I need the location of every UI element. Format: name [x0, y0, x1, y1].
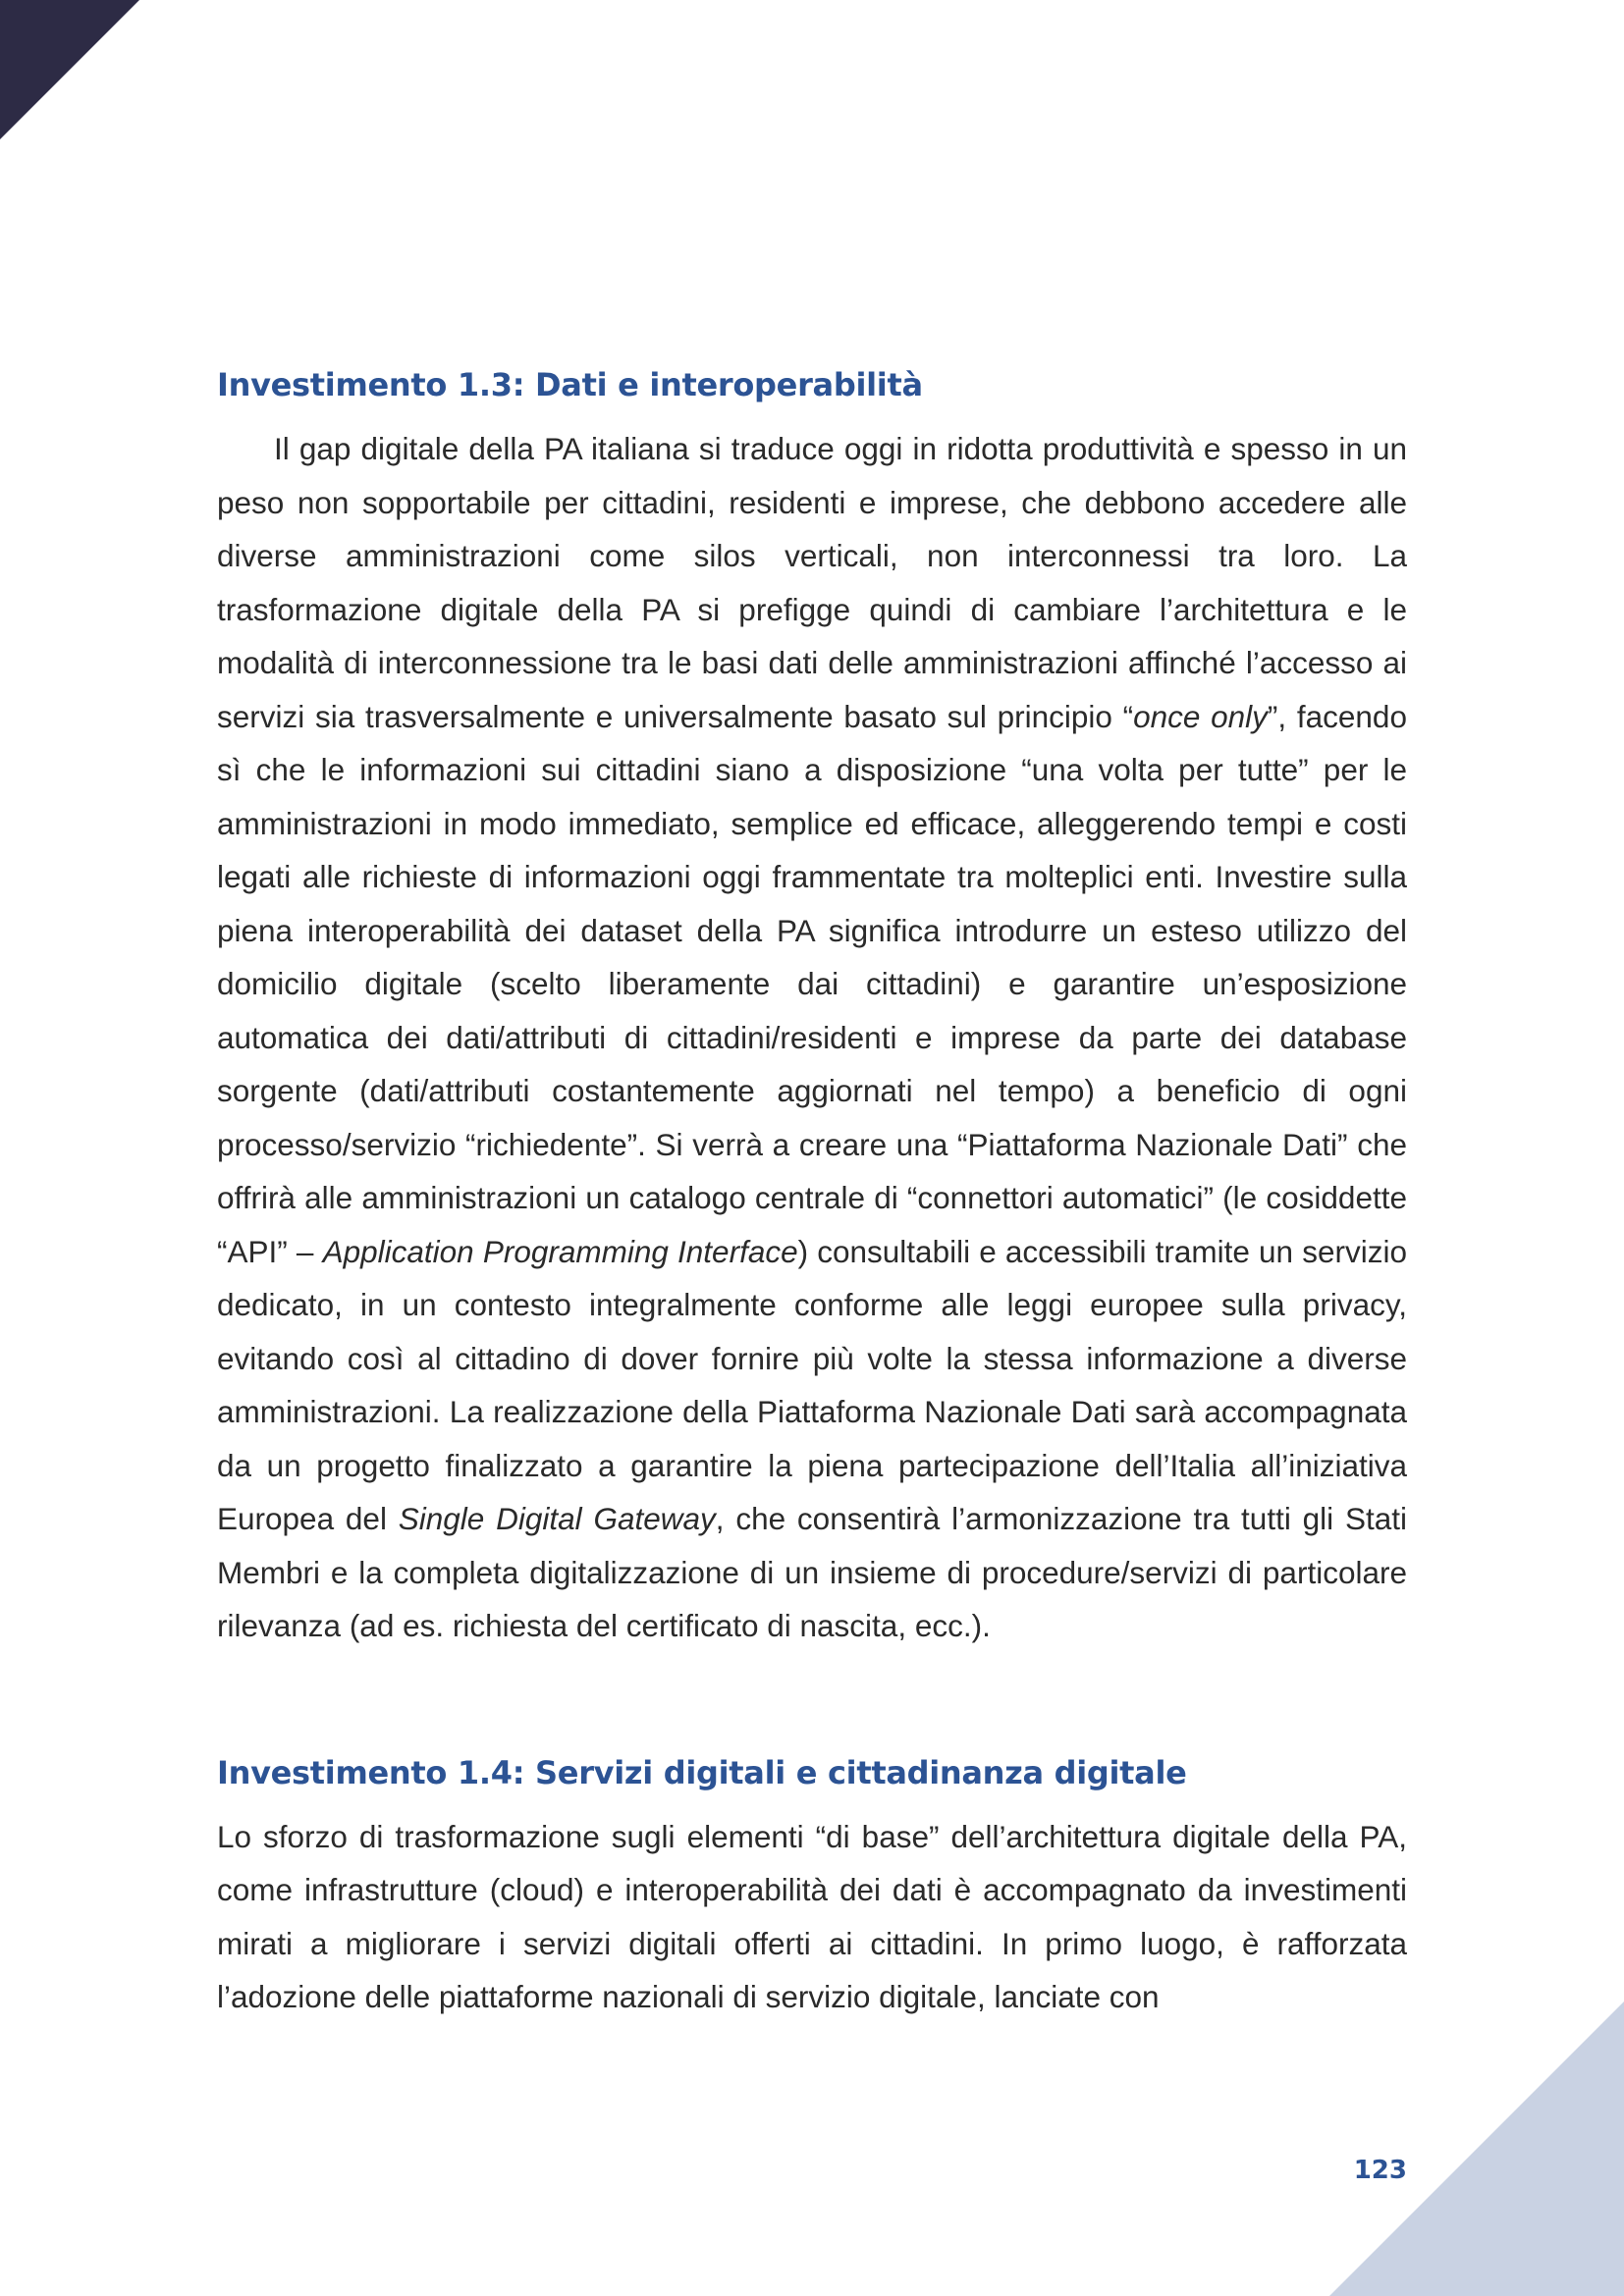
- paragraph-text: ”, facendo sì che le informazioni sui cittadini siano a disposizione “una volta per tutte” per le amministrazioni in modo immediato, semplice ed efficace, alleggerendo tempi e costi legati alle richieste di informazioni oggi frammentate tra molteplici enti. Investire sulla piena interoperabilità dei dataset della PA significa introdurre un esteso utilizzo del domicilio digitale (scelto liberamente dai cittadini) e garantire un’esposizione automatica dei dati/attributi di cittadini/residenti e imprese da parte dei database sorgente (dati/attributi costantemente aggiornati nel tempo) a beneficio di ogni processo/servizio “richiedente”. Si verrà a creare una “Piattaforma Nazionale Dati” che offrirà alle amministrazioni un catalogo centrale di “connettori automatici” (le cosiddette “API” –: [217, 698, 1407, 1269]
- section-title: Investimento 1.4: Servizi digitali e cittadinanza digitale: [217, 1753, 1187, 1791]
- paragraph-text: ) consultabili e accessibili tramite un servizio dedicato, in un contesto integralmente conforme alle leggi europee sulla privacy, evitando così al cittadino di dover fornire più volte la stessa informazione a diverse amministrazioni. La realizzazione della Piattaforma Nazionale Dati sarà accompagnata da un progetto finalizzato a garantire la piena partecipazione dell’Italia all’iniziativa Europea del: [217, 1233, 1407, 1536]
- paragraph-italic-text: once only: [1133, 698, 1268, 734]
- paragraph-italic-text: Application Programming Interface: [322, 1233, 798, 1269]
- paragraph-text: Il gap digitale della PA italiana si traduce oggi in ridotta produttività e spesso in un peso non sopportabile per cittadini, residenti e imprese, che debbono accedere alle diverse amministrazioni come silos verticali, non interconnessi tra loro. La trasformazione digitale della PA si prefigge quindi di cambiare l’architettura e le modalità di interconnessione tra le basi dati delle amministrazioni affinché l’accesso ai servizi sia trasversalmente e universalmente basato sul principio “: [217, 431, 1407, 734]
- body-paragraph: [217, 422, 1407, 1653]
- page-content: [217, 353, 1407, 2024]
- paragraph-text: , che consentirà l’armonizzazione tra tutti gli Stati Membri e la completa digitalizzazione di un insieme di procedure/servizi di particolare rilevanza (ad es. richiesta del certificato di nascita, ecc.).: [217, 1501, 1407, 1643]
- section-investimento-1-3: [217, 353, 1407, 1653]
- corner-decoration-bottom-right: [1329, 2002, 1624, 2296]
- corner-decoration-top-left: [0, 0, 139, 139]
- body-paragraph: Lo sforzo di trasformazione sugli elementi “di base” dell’architettura digitale della PA, come infrastrutture (cloud) e interoperabilità dei dati è accompagnato da investimenti mirati a migliorare i servizi digitali offerti ai cittadini. In primo luogo, è rafforzata l’adozione delle piattaforme nazionali di servizio digitale, lanciate con: [217, 1818, 1407, 2014]
- section-title: Investimento 1.3: Dati e interoperabilità: [217, 366, 923, 403]
- page-number: 123: [1353, 2156, 1407, 2185]
- section-investimento-1-4: [217, 1741, 1407, 2024]
- paragraph-italic-text: Single Digital Gateway: [398, 1501, 716, 1536]
